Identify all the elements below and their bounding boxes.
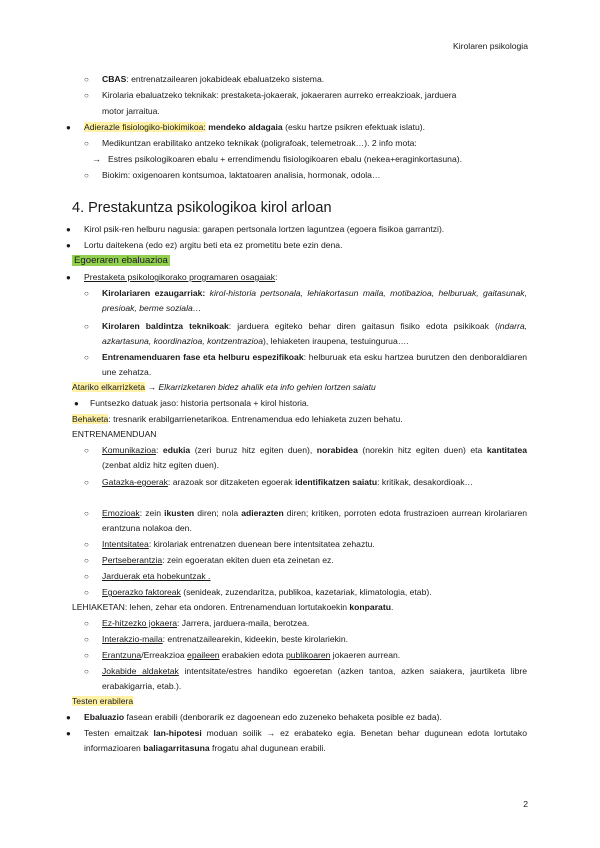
list-item-egoerazko: Egoerazko faktoreak (senideak, zuzendaritza, publikoa, kazetariak, klimatologia, etab). (102, 587, 432, 597)
list-item-cbas: CBAS: entrenatzailearen jokabideak ebaluatzeko sistema. (102, 74, 325, 84)
list-bullet-circle: ○ (84, 667, 89, 676)
subheading-egoera: Egoeraren ebaluazioa (74, 255, 168, 266)
list-item-biokim: Biokim: oxigenoaren kontsumoa, laktatoaren analisia, hormonak, odola… (102, 170, 381, 180)
list-bullet-circle: ○ (84, 91, 89, 100)
list-bullet-circle: ○ (84, 509, 89, 518)
list-item-kirolaria: Kirolaria ebaluatzeko teknikak: prestaketa-jokaerak, jokaeraren aurreko erreakzioak, jarduera (102, 90, 457, 100)
list-bullet-circle: ○ (84, 651, 89, 660)
list-item-ebaluazio: Ebaluazio fasean erabili (denborarik ez dagoenean edo zuzeneko behaketa posible ez bada). (84, 712, 442, 722)
list-bullet-circle: ○ (84, 588, 89, 597)
list-bullet-circle: ○ (84, 353, 89, 362)
list-item-gatazka: Gatazka-egoerak: arazoak sor ditzaketen egoerak identifikatzen saiatu: kritikak, desakordioak… (102, 477, 474, 487)
list-item-interakzio: Interakzio-maila: entrenatzailearekin, kideekin, beste kirolariekin. (102, 634, 348, 644)
lehiaketan-label: LEHIAKETAN: lehen, zehar eta ondoren. Entrenamenduan lortutakoekin konparatu. (72, 602, 394, 612)
list-item-ezhitzezko: Ez-hitzezko jokaera: Jarrera, jarduera-maila, berotzea. (102, 618, 310, 628)
list-bullet-circle: ○ (84, 289, 89, 298)
list-item-prestaketa: Prestaketa psikologikorako programaren osagaiak: (84, 272, 278, 282)
section-heading: 4. Prestakuntza psikologikoa kirol arloan (72, 200, 332, 216)
list-bullet-circle: ○ (84, 540, 89, 549)
list-item-jokabide: Jokabide aldaketak intentsitate/estres handiko egoeretan (azken tantoa, azken saiakera, jaurtiketa libre erabakigarria, etab.). (102, 666, 527, 691)
list-item-emozioak: Emozioak: zein ikusten diren; nola adierazten diren; kritiken, porroten edota frustrazioen aurrean kirolariaren erantzuna nolakoa den. (102, 508, 527, 533)
list-bullet-circle: ○ (84, 572, 89, 581)
list-bullet-circle: ○ (84, 171, 89, 180)
list-item-entrenamendua: Entrenamenduaren fase eta helburu espezifikoak: helburuak eta esku hartzea burutzen den denboraldiaren une zehatza. (102, 352, 527, 377)
entrenamenduan-label: ENTRENAMENDUAN (72, 429, 157, 439)
list-item-ezaugarriak: Kirolariaren ezaugarriak: kirol-historia pertsonala, lehiakortasun maila, motibazioa, helburuak, gaitasunak, presioak, berme soziala… (102, 288, 527, 313)
subheading-testen: Testen erabilera (72, 696, 134, 706)
list-item-lortu: Lortu daitekena (edo ez) argitu beti eta ez prometitu bete ezin dena. (84, 240, 343, 250)
list-bullet-circle: ○ (84, 139, 89, 148)
list-bullet-disc: ● (66, 729, 71, 738)
arrow-icon: → (92, 154, 101, 164)
list-item-jarduerak: Jarduerak eta hobekuntzak . (102, 571, 211, 581)
list-item-komunikazioa: Komunikazioa: edukia (zeri buruz hitz egiten duen), norabidea (norekin hitz egiten duen) eta kantitatea (zenbat aldiz hitz egiten duen). (102, 445, 528, 470)
list-item-estres: Estres psikologikoaren ebalu + errendimendu fisiologikoaren ebalu (nekea+eraginkortasuna). (108, 154, 462, 164)
list-item-pertseberantzia: Pertseberantzia: zein egoeratan ekiten duen eta zeinetan ez. (102, 555, 334, 565)
list-bullet-disc: ● (66, 713, 71, 722)
list-bullet-circle: ○ (84, 635, 89, 644)
list-bullet-circle: ○ (84, 619, 89, 628)
list-item-intentsitatea: Intentsitatea: kirolariak entrenatzen duenean bere intentsitatea zehaztu. (102, 539, 375, 549)
list-bullet-disc: ● (66, 225, 71, 234)
list-bullet-circle: ○ (84, 446, 89, 455)
list-item-baldintza: Kirolaren baldintza teknikoak: jarduera egiteko behar diren gaitasun fisiko edota psikikoak (indarra, azkartasuna, koordinazioa, kontzentrazioa), lehiaketen iraupena, testuingurua…. (102, 321, 527, 346)
list-item-adierazle: Adierazle fisiologiko-biokimikoa: mendeko aldagaia (esku hartze psikren efektuak islatu). (84, 122, 426, 132)
running-header: Kirolaren psikologia (453, 41, 528, 51)
page-number: 2 (523, 799, 528, 809)
atariko-elkarrizketa: Atariko elkarrizketa → Elkarrizketaren bidez ahalik eta info gehien lortzen saiatu (72, 382, 376, 392)
list-item-testen-emaitzak: Testen emaitzak lan-hipotesi moduan soilik → ez erabateko egia. Benetan behar dugunean edota lortutako informazioaren baliagarritasuna frogatu ahal dugunean erabili. (84, 728, 528, 753)
list-bullet-circle: ○ (84, 478, 89, 487)
list-item-medikuntza: Medikuntzan erabilitako antzeko teknikak (poligrafoak, telemetroak…). 2 info mota: (102, 138, 417, 148)
list-bullet-circle: ○ (84, 75, 89, 84)
list-item-funtsezko: Funtsezko datuak jaso: historia pertsonala + kirol historia. (90, 398, 310, 408)
list-bullet-disc: ● (66, 241, 71, 250)
behaketa-paragraph: Behaketa: tresnarik erabilgarrienetarikoa. Entrenamendua edo lehiaketa zuzen behatu. (72, 414, 403, 424)
list-bullet-circle: ○ (84, 556, 89, 565)
list-item-kirolaria-cont: motor jarraitua. (102, 106, 160, 116)
list-bullet-disc: ● (74, 399, 79, 408)
list-item-helburua: Kirol psik-ren helburu nagusia: garapen pertsonala lortzen laguntzea (egoera fisikoa garrantzi). (84, 224, 445, 234)
list-item-erantzuna: Erantzuna/Erreakzioa epaileen erabakien edota publikoaren jokaeren aurrean. (102, 650, 401, 660)
list-bullet-disc: ● (66, 273, 71, 282)
list-bullet-disc: ● (66, 123, 71, 132)
list-bullet-circle: ○ (84, 322, 89, 331)
